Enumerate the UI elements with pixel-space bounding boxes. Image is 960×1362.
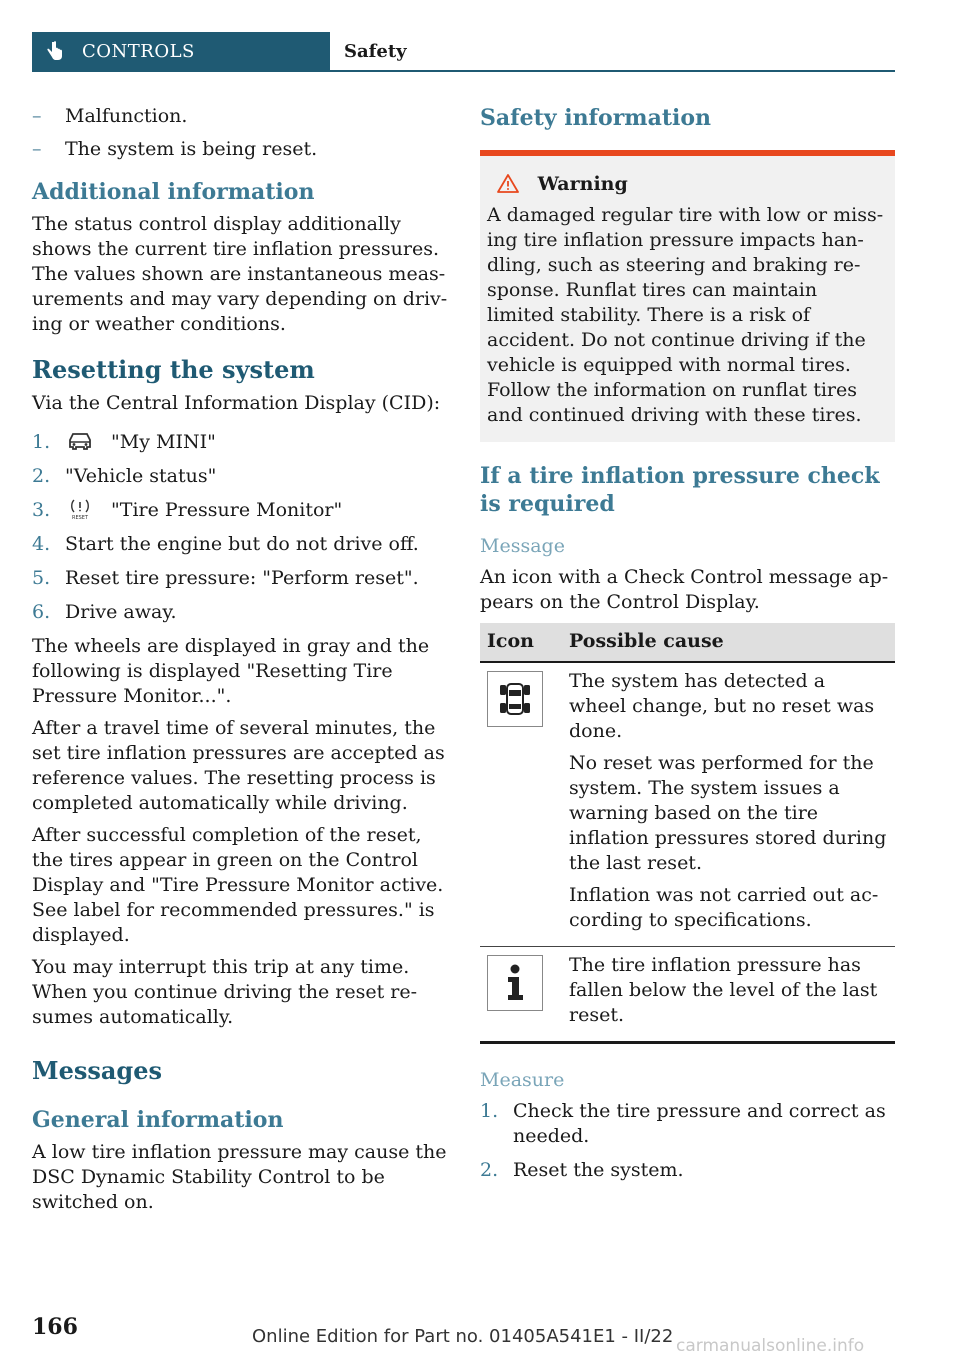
status-list [32, 104, 448, 162]
tire-reset-icon [65, 498, 95, 520]
step-number: 3. [32, 499, 51, 521]
section-tab [32, 32, 330, 70]
step-text: Reset tire pressure: "Perform reset". [65, 567, 419, 589]
messages-heading: Messages [32, 1056, 162, 1085]
step-text: "Vehicle status" [65, 465, 217, 487]
paragraph: The wheels are displayed in gray and the following is displayed "Resetting Tire Pressure Monitor...". [32, 635, 430, 707]
list-item-text: The system is being reset. [65, 138, 318, 160]
cause-text: The tire inflation pressure has fallen below the level of the last reset. [569, 954, 878, 1026]
car-tires-icon [487, 671, 543, 727]
step-text: "Tire Pressure Monitor" [111, 499, 343, 521]
resetting-intro: Via the Central Information Display (CID): [32, 392, 441, 414]
step-item [32, 464, 448, 489]
step-item [32, 532, 448, 557]
icon-cell [480, 947, 562, 1043]
step-number: 4. [32, 533, 51, 555]
edition-footer: Online Edition for Part no. 01405A541E1 - II/22 [252, 1326, 674, 1347]
hand-pointer-icon [46, 41, 64, 61]
paragraph: After successful completion of the reset, the tires appear in green on the Control Display and "Tire Pressure Monitor active. See label for recommended pressures." is displayed. [32, 824, 444, 946]
cause-text: The system has detected a wheel change, but no reset was done. [569, 670, 875, 742]
right-column [480, 104, 895, 1192]
section-title: CONTROLS [82, 41, 195, 62]
step-item [32, 430, 448, 455]
message-text: An icon with a Check Control message appears on the Control Display. [480, 566, 889, 613]
measure-steps [480, 1099, 895, 1183]
step-text: Check the tire pressure and correct as needed. [513, 1100, 886, 1147]
measure-subheading: Measure [480, 1069, 565, 1091]
reset-steps [32, 430, 448, 625]
step-item [480, 1158, 895, 1183]
general-info-text: A low tire inflation pressure may cause the DSC Dynamic Stability Control to be switched on. [32, 1141, 447, 1213]
step-number: 2. [480, 1159, 499, 1181]
icon-cell [480, 662, 562, 947]
general-info-heading: General information [32, 1107, 284, 1133]
left-column [32, 104, 448, 1222]
paragraph: After a travel time of several minutes, the set tire inflation pressures are accepted as reference values. The resetting process is completed automatically while driving. [32, 717, 445, 814]
step-item [480, 1099, 895, 1149]
warning-title-text: Warning [537, 173, 628, 195]
additional-info-heading: Additional information [32, 179, 315, 205]
safety-info-heading: Safety information [480, 105, 712, 131]
check-heading: If a tire inflation pressure check is required [480, 463, 880, 517]
paragraph: You may interrupt this trip at any time. When you continue driving the reset resumes automatically. [32, 956, 417, 1028]
additional-info-text: The status control display additionally shows the current tire inflation pressures. The values shown are instantaneous measurements and may vary depending on driving or weather conditions. [32, 213, 448, 335]
step-number: 2. [32, 465, 51, 487]
step-text: Reset the system. [513, 1159, 684, 1181]
step-number: 1. [480, 1100, 499, 1122]
step-text: "My MINI" [111, 431, 216, 453]
cause-text: Inflation was not carried out according to specifications. [569, 884, 879, 931]
column-header-cause: Possible cause [562, 623, 895, 662]
step-text: Drive away. [65, 601, 177, 623]
svg-text:RESET: RESET [71, 515, 89, 520]
step-number: 5. [32, 567, 51, 589]
warning-triangle-icon [497, 174, 519, 193]
cause-text: No reset was performed for the system. The system issues a warning based on the tire inflation pressures stored during the last reset. [569, 752, 887, 874]
resetting-heading: Resetting the system [32, 355, 315, 384]
list-item [32, 104, 448, 129]
step-number: 1. [32, 431, 51, 453]
table-row [480, 662, 895, 947]
car-icon [65, 430, 95, 452]
causes-table [480, 623, 895, 1044]
step-item [32, 498, 448, 523]
chapter-title: Safety [344, 41, 407, 62]
cause-cell [562, 662, 895, 947]
info-icon [487, 955, 543, 1011]
table-row [480, 947, 895, 1043]
table-header-row [480, 623, 895, 662]
message-subheading: Message [480, 535, 565, 557]
step-number: 6. [32, 601, 51, 623]
list-item [32, 137, 448, 162]
warning-text: A damaged regular tire with low or missing tire inflation pressure impacts handling, such as steering and braking response. Runflat tires can maintain limited stability. There is a risk of accident. Do not continue driving if the vehicle is equipped with normal tires. Follow the information on runflat tires and continued driving with these tires. [487, 204, 884, 426]
cause-cell [562, 947, 895, 1043]
warning-box [480, 150, 895, 442]
dash-bullet: – [32, 138, 42, 160]
step-text: Start the engine but do not drive off. [65, 533, 419, 555]
page-number: 166 [32, 1314, 78, 1340]
warning-title [487, 172, 888, 197]
column-header-icon: Icon [480, 623, 562, 662]
step-item [32, 600, 448, 625]
step-item [32, 566, 448, 591]
watermark: carmanualsonline.info [676, 1336, 865, 1356]
page-header [32, 32, 895, 72]
list-item-text: Malfunction. [65, 105, 188, 127]
dash-bullet: – [32, 105, 42, 127]
